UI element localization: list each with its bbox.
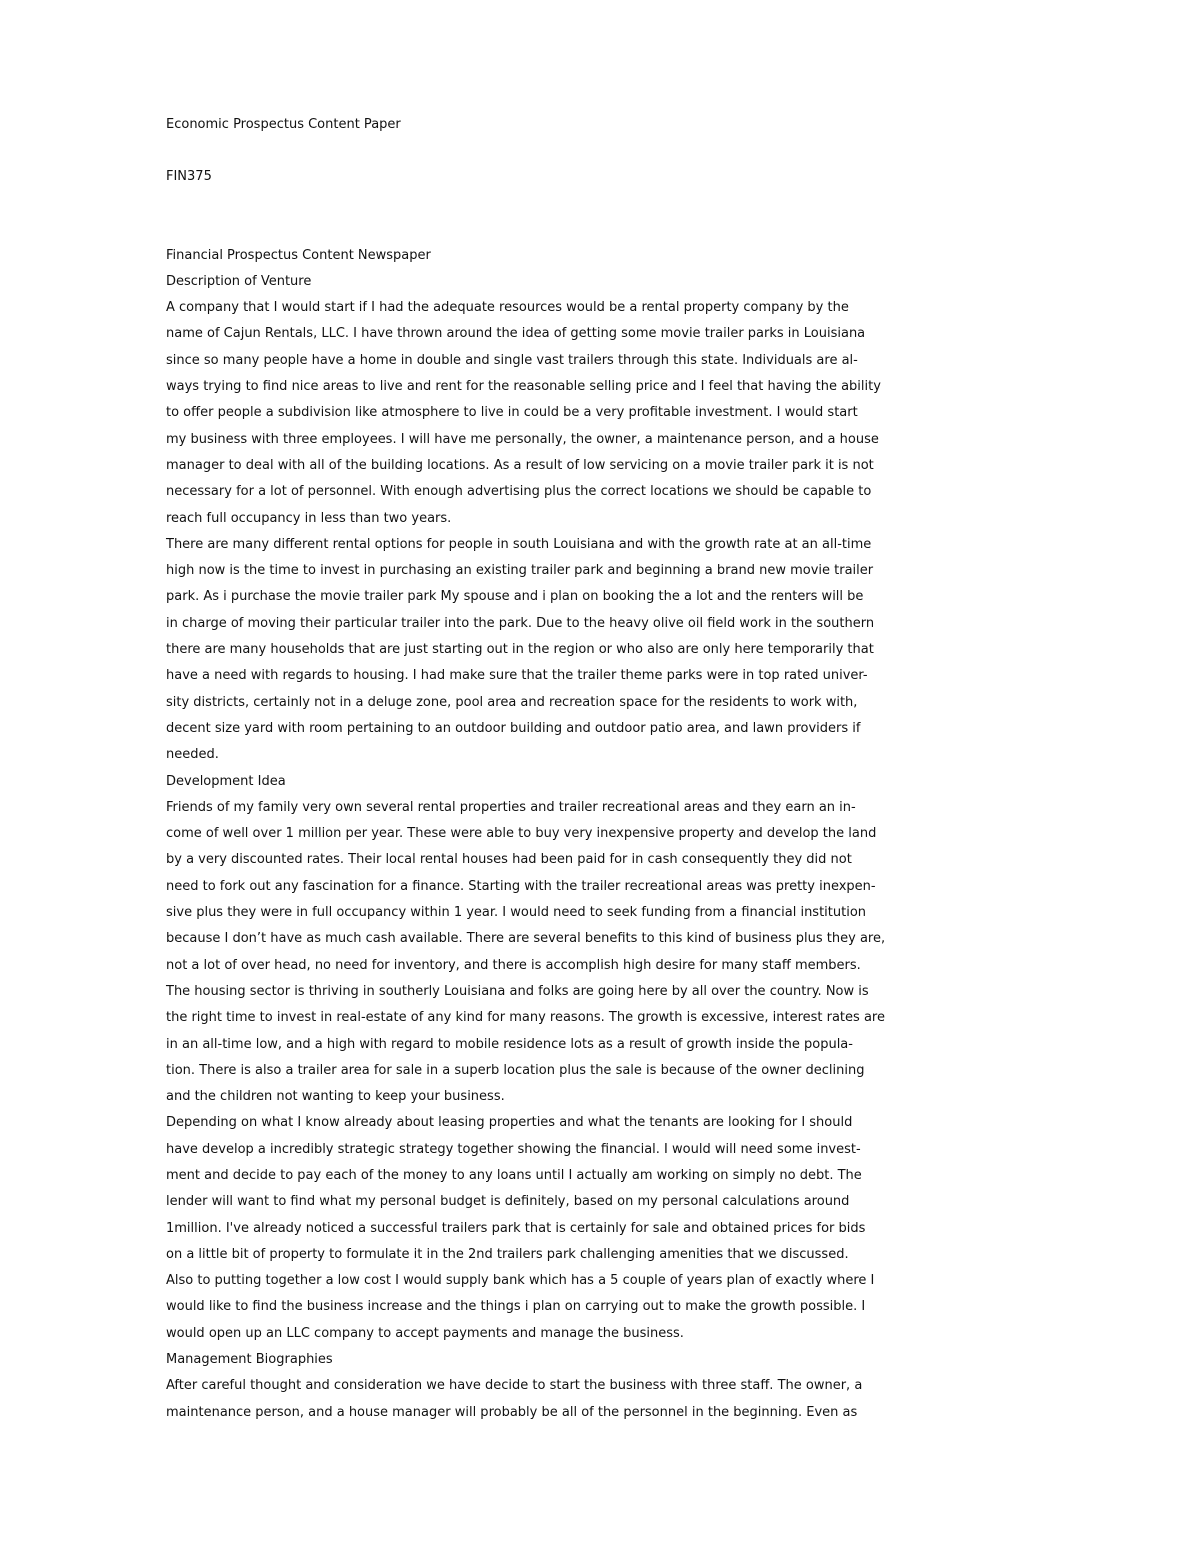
text-line: Management Biographies [166, 1352, 333, 1368]
text-line: because I don’t have as much cash available. There are several benefits to this kind of business plus they are, [166, 931, 886, 947]
text-line: in an all-time low, and a high with regard to mobile residence lots as a result of growth inside the popula- [166, 1036, 853, 1052]
text-line: maintenance person, and a house manager will probably be all of the personnel in the beginning. Even as [166, 1404, 858, 1420]
text-line: 1million. I've already noticed a successful trailers park that is certainly for sale and obtained prices for bids [166, 1220, 866, 1236]
text-line: since so many people have a home in double and single vast trailers through this state. Individuals are al- [166, 352, 858, 368]
text-line: have a need with regards to housing. I had make sure that the trailer theme parks were in top rated univer- [166, 668, 868, 684]
text-line: come of well over 1 million per year. These were able to buy very inexpensive property and develop the land [166, 826, 877, 842]
text-line: tion. There is also a trailer area for sale in a superb location plus the sale is because of the owner declining [166, 1062, 865, 1078]
text-line: lender will want to find what my personal budget is definitely, based on my personal calculations around [166, 1194, 850, 1210]
text-line: in charge of moving their particular trailer into the park. Due to the heavy olive oil field work in the southern [166, 615, 875, 631]
text-line: my business with three employees. I will have me personally, the owner, a maintenance person, and a house [166, 431, 879, 447]
text-line: needed. [166, 747, 219, 763]
text-line: the right time to invest in real-estate of any kind for many reasons. The growth is excessive, interest rates are [166, 1010, 885, 1026]
text-line: there are many households that are just starting out in the region or who also are only here temporarily that [166, 642, 874, 658]
text-line: reach full occupancy in less than two years. [166, 510, 452, 526]
course-code: FIN375 [166, 169, 212, 185]
text-line: have develop a incredibly strategic strategy together showing the financial. I would will need some invest- [166, 1141, 861, 1157]
text-line: would open up an LLC company to accept payments and manage the business. [166, 1325, 684, 1341]
text-line: on a little bit of property to formulate it in the 2nd trailers park challenging amenities that we discussed. [166, 1246, 849, 1262]
text-line: would like to find the business increase and the things i plan on carrying out to make the growth possible. I [166, 1299, 866, 1315]
text-line: manager to deal with all of the building locations. As a result of low servicing on a movie trailer park it is not [166, 457, 874, 473]
text-line: sive plus they were in full occupancy within 1 year. I would need to seek funding from a financial institution [166, 905, 867, 921]
text-line: Also to putting together a low cost I would supply bank which has a 5 couple of years plan of exactly where I [166, 1273, 875, 1289]
text-line: Friends of my family very own several rental properties and trailer recreational areas and they earn an in- [166, 799, 856, 815]
text-line: not a lot of over head, no need for inventory, and there is accomplish high desire for many staff members. [166, 957, 861, 973]
text-line: sity districts, certainly not in a deluge zone, pool area and recreation space for the residents to work with, [166, 694, 858, 710]
text-line: and the children not wanting to keep your business. [166, 1089, 505, 1105]
document-page [166, 112, 1126, 1426]
text-line: ways trying to find nice areas to live and rent for the reasonable selling price and I feel that having the ability [166, 379, 881, 395]
document-title: Economic Prospectus Content Paper [166, 117, 401, 132]
text-line: park. As i purchase the movie trailer park My spouse and i plan on booking the a lot and the renters will be [166, 589, 864, 605]
document-body [166, 243, 1126, 1426]
text-line: After careful thought and consideration we have decide to start the business with three staff. The owner, a [166, 1378, 863, 1394]
text-line: decent size yard with room pertaining to an outdoor building and outdoor patio area, and lawn providers if [166, 720, 861, 736]
text-line: Development Idea [166, 773, 286, 789]
text-line: need to fork out any fascination for a finance. Starting with the trailer recreational areas was pretty inexpen- [166, 878, 876, 894]
text-line: to offer people a subdivision like atmosphere to live in could be a very profitable investment. I would start [166, 405, 858, 421]
text-line: Description of Venture [166, 273, 312, 289]
text-line: There are many different rental options for people in south Louisiana and with the growth rate at an all-time [166, 536, 872, 552]
text-line: by a very discounted rates. Their local rental houses had been paid for in cash consequently they did not [166, 852, 852, 868]
text-line: Depending on what I know already about leasing properties and what the tenants are looking for I should [166, 1115, 853, 1131]
text-line: ment and decide to pay each of the money to any loans until I actually am working on simply no debt. The [166, 1167, 862, 1183]
text-line: Financial Prospectus Content Newspaper [166, 247, 431, 263]
text-line: The housing sector is thriving in southerly Louisiana and folks are going here by all over the country. Now is [166, 983, 869, 999]
text-line: A company that I would start if I had the adequate resources would be a rental property company by the [166, 300, 849, 316]
text-line: high now is the time to invest in purchasing an existing trailer park and beginning a brand new movie trailer [166, 563, 874, 579]
text-line: necessary for a lot of personnel. With enough advertising plus the correct locations we should be capable to [166, 484, 872, 500]
text-line: name of Cajun Rentals, LLC. I have thrown around the idea of getting some movie trailer parks in Louisiana [166, 326, 866, 342]
